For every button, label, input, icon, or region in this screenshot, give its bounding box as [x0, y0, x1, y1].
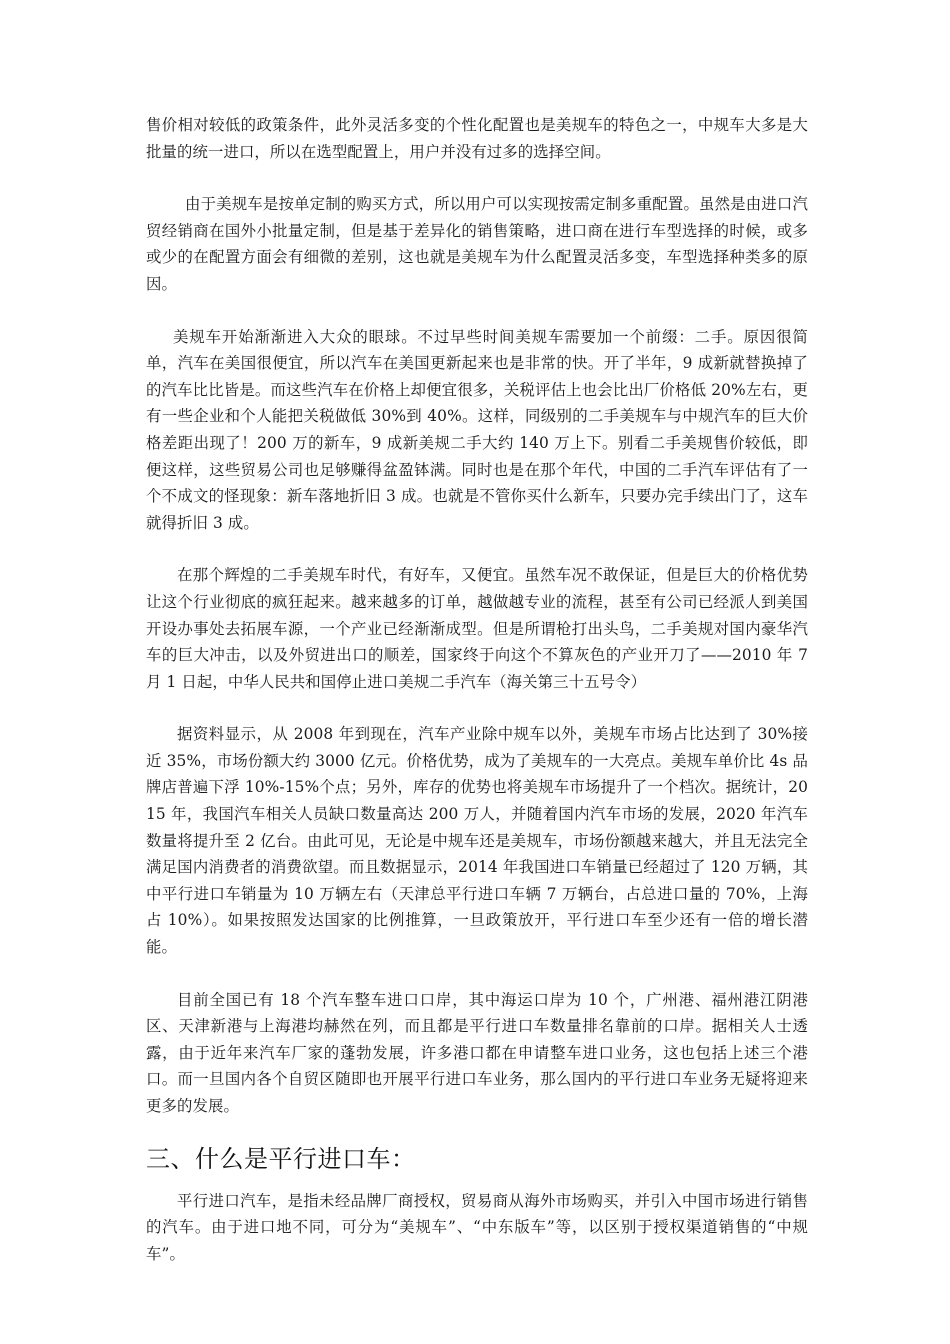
- heading-gap: [146, 1176, 808, 1188]
- paragraph-gap: [146, 536, 808, 562]
- paragraph-7: 平行进口汽车，是指未经品牌厂商授权，贸易商从海外市场购买，并引入中国市场进行销售的汽车。由于进口地不同，可分为“美规车”、“中东版车”等，以区别于授权渠道销售的“中规车”。: [146, 1191, 808, 1263]
- paragraph-2: 由于美规车是按单定制的购买方式，所以用户可以实现按需定制多重配置。虽然是由进口汽贸经销商在国外小批量定制，但是基于差异化的销售策略，进口商在进行车型选择的时候，或多或少的在配置方面会有细微的差别，这也就是美规车为什么配置灵活多变，车型选择种类多的原因。: [146, 195, 808, 293]
- paragraph-gap: [146, 695, 808, 721]
- paragraph-5: 据资料显示，从 2008 年到现在，汽车产业除中规车以外，美规车市场占比达到了 30%接近 35%，市场份额大约 3000 亿元。价格优势，成为了美规车的一大亮点。美规车单价比 4s 品牌店普遍下浮 10%-15%个点；另外，库存的优势也将美规车市场提升了一个档次。据统计，2015 年，我国汽车相关人员缺口数量高达 200 万人，并随着国内汽车市场的发展，2020 年汽车数量将提升至 2 亿台。由此可见，无论是中规车还是美规车，市场份额越来越大，并且无法完全满足国内消费者的消费欲望。而且数据显示，2014 年我国进口车销量已经超过了 120 万辆，其中平行进口车销量为 10 万辆左右（天津总平行进口车辆 7 万辆台，占总进口量的 70%，上海占 10%）。如果按照发达国家的比例推算，一旦政策放开，平行进口车至少还有一倍的增长潜能。: [146, 725, 808, 957]
- paragraph-gap: [146, 961, 808, 987]
- paragraph-gap: [146, 165, 808, 191]
- paragraph-6: 目前全国已有 18 个汽车整车进口口岸，其中海运口岸为 10 个，广州港、福州港江阴港区、天津新港与上海港均赫然在列，而且都是平行进口车数量排名靠前的口岸。据相关人士透露，由于近年来汽车厂家的蓬勃发展，许多港口都在申请整车进口业务，这也包括上述三个港口。而一旦国内各个自贸区随即也开展平行进口车业务，那么国内的平行进口车业务无疑将迎来更多的发展。: [146, 990, 808, 1115]
- paragraph-1: 售价相对较低的政策条件，此外灵活多变的个性化配置也是美规车的特色之一，中规车大多是大批量的统一进口，所以在选型配置上，用户并没有过多的选择空间。: [146, 116, 808, 161]
- section-gap: [146, 1120, 808, 1142]
- document-page: [146, 112, 808, 1267]
- paragraph-gap: [146, 298, 808, 324]
- section-heading: 三、什么是平行进口车：: [146, 1144, 416, 1173]
- paragraph-3: 美规车开始渐渐进入大众的眼球。不过早些时间美规车需要加一个前缀：二手。原因很简单，汽车在美国很便宜，所以汽车在美国更新起来也是非常的快。开了半年，9 成新就替换掉了的汽车比比皆是。而这些汽车在价格上却便宜很多，关税评估上也会比出厂价格低 20%左右，更有一些企业和个人能把关税做低 30%到 40%。这样，同级别的二手美规车与中规汽车的巨大价格差距出现了！200 万的新车，9 成新美规二手大约 140 万上下。别看二手美规售价较低，即便这样，这些贸易公司也足够赚得盆盈钵满。同时也是在那个年代，中国的二手汽车评估有了一个不成文的怪现象：新车落地折旧 3 成。也就是不管你买什么新车，只要办完手续出门了，这车就得折旧 3 成。: [146, 327, 808, 532]
- paragraph-4: 在那个辉煌的二手美规车时代，有好车，又便宜。虽然车况不敢保证，但是巨大的价格优势让这个行业彻底的疯狂起来。越来越多的订单，越做越专业的流程，甚至有公司已经派人到美国开设办事处去拓展车源，一个产业已经渐渐成型。但是所谓枪打出头鸟，二手美规对国内豪华汽车的巨大冲击，以及外贸进出口的顺差，国家终于向这个不算灰色的产业开刀了——2010 年 7 月 1 日起，中华人民共和国停止进口美规二手汽车（海关第三十五号令）: [146, 566, 808, 691]
